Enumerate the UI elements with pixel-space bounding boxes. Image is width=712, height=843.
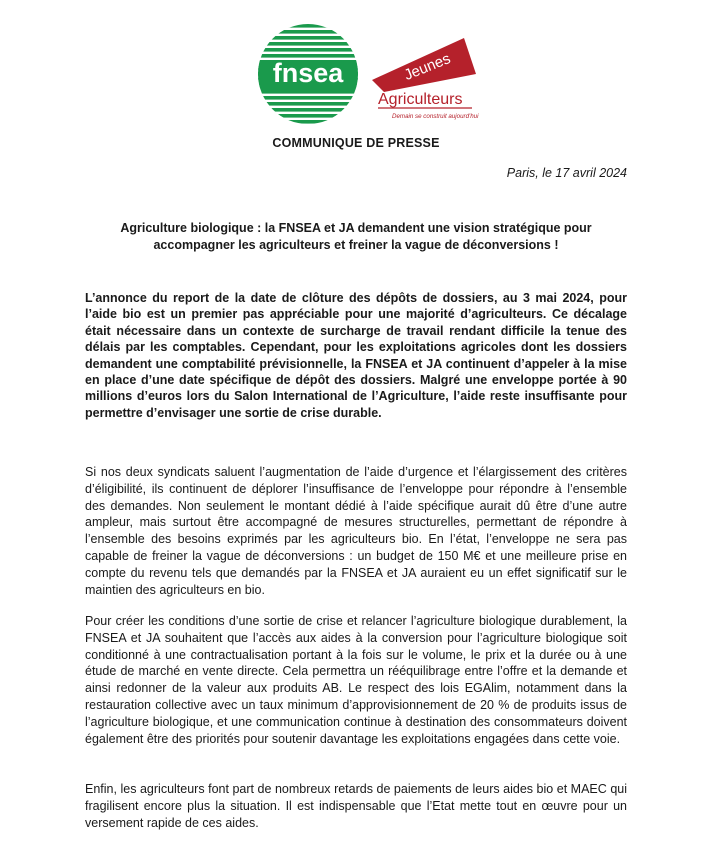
fnsea-logo-stripe xyxy=(256,102,360,106)
ja-logo-jeunes: Jeunes xyxy=(401,50,453,84)
fnsea-logo-stripe xyxy=(256,96,360,100)
fnsea-logo-text: fnsea xyxy=(272,58,344,88)
fnsea-logo-stripe xyxy=(256,114,360,118)
fnsea-logo-stripe xyxy=(256,48,360,52)
body-paragraph: Enfin, les agriculteurs font part de nombreux retards de paiements de leurs aides bio et MAEC qui fragilisent encore plus la situation. Il est indispensable que l’Etat mette tout en œuvre pour un versement rapide de ces aides. xyxy=(85,782,627,830)
fnsea-logo-stripe xyxy=(256,30,360,34)
body-paragraph: Si nos deux syndicats saluent l’augmentation de l’aide d’urgence et l’élargissement des critères d’éligibilité, ils continuent de déplorer l’insuffisance de l’enveloppe pour répondre à l’ensemble des demandes. Non seulement le montant dédié à l’aide spécifique aurait dû être d’une autre ampleur, mais surtout être accompagné de mesures structurelles, permettant de répondre à l’ensemble des besoins exprimés par les agriculteurs bio. En l’état, l’enveloppe ne sera pas capable de freiner la vague de déconversions : un budget de 150 M€ et une meilleure prise en compte du revenu tels que demandés par la FNSEA et JA auraient eu un effet significatif sur le maintien des agriculteurs en bio. xyxy=(85,465,627,597)
ja-logo-tagline: Demain se construit aujourd'hui xyxy=(392,113,479,120)
lead-paragraph: L’annonce du report de la date de clôture des dépôts de dossiers, au 3 mai 2024, pour l’aide bio est un premier pas appréciable pour une majorité d’agriculteurs. Ce décalage était nécessaire dans un contexte de surcharge de travail rendant difficile la tenue des délais par les comptables. Cependant, pour les exploitations agricoles dont les dossiers demandent une comptabilité prévisionnelle, la FNSEA et JA continuent d’appeler à la mise en place d’une date spécifique de dépôt des dossiers. Malgré une enveloppe portée à 90 millions d’euros lors du Salon International de l’Agriculture, l’aide reste insuffisante pour permettre d’envisager une sortie de crise durable. xyxy=(85,291,627,420)
fnsea-logo-stripe xyxy=(256,42,360,46)
fnsea-logo-stripe xyxy=(256,36,360,40)
fnsea-logo xyxy=(256,22,360,126)
fnsea-logo-stripe xyxy=(256,120,360,124)
fnsea-logo-stripe xyxy=(256,108,360,112)
fnsea-logo-stripe xyxy=(256,24,360,28)
release-date: Paris, le 17 avril 2024 xyxy=(506,166,627,180)
ja-logo-agriculteurs: Agriculteurs xyxy=(378,91,463,108)
body-paragraph: Pour créer les conditions d’une sortie de crise et relancer l’agriculture biologique durablement, la FNSEA et JA souhaitent que l’accès aux aides à la conversion pour l’agriculture biologique soit conditionné à une contractualisation portant à la fois sur le volume, le prix et la durée ou à une étude de marché en vente directe. Cela permettra un rééquilibrage entre l’offre et la demande et ainsi redonner de la valeur aux produits AB. Le respect des lois EGAlim, notamment dans la restauration collective avec un taux minimum d’approvisionnement de 20 % de produits issus de l’agriculture biologique, et une communication continue à destination des consommateurs doivent également être des priorités pour soutenir davantage les exploitations engagées dans cette voie. xyxy=(85,614,627,746)
ja-logo xyxy=(364,30,484,124)
logo-bar xyxy=(256,22,486,122)
headline: Agriculture biologique : la FNSEA et JA demandent une vision stratégique pour accompagner les agriculteurs et freiner la vague de déconversions ! xyxy=(120,221,592,252)
fnsea-logo-stripe xyxy=(256,90,360,94)
press-release-heading: COMMUNIQUE DE PRESSE xyxy=(272,136,440,150)
